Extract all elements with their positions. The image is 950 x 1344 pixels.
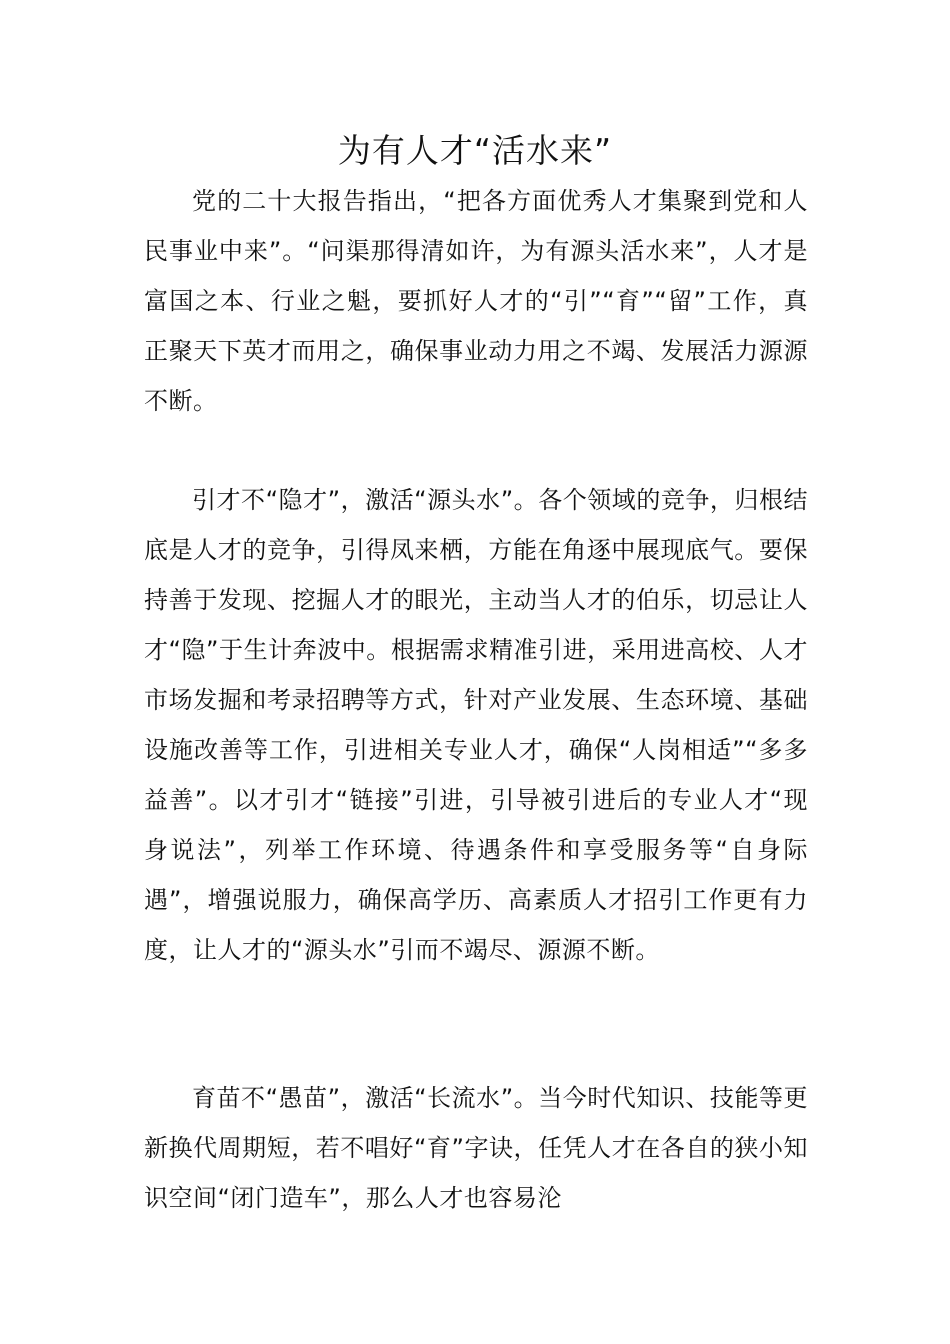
paragraph-intro: 党的二十大报告指出，“把各方面优秀人才集聚到党和人民事业中来”。“问渠那得清如许，为有源头活水来”，人才是富国之本、行业之魁，要抓好人才的“引”“育”“留”工作，真正聚天下英才而用之，确保事业动力用之不竭、发展活力源源不断。	[144, 187, 808, 415]
document-title: 为有人才“活水来”	[337, 131, 613, 170]
paragraph-cultivate-talent: 育苗不“愚苗”，激活“长流水”。当今时代知识、技能等更新换代周期短，若不唱好“育”字诀，任凭人才在各自的狭小知识空间“闭门造车”，那么人才也容易沦	[144, 1084, 808, 1212]
paragraph-attract-talent: 引才不“隐才”，激活“源头水”。各个领域的竞争，归根结底是人才的竞争，引得凤来栖，方能在角逐中展现底气。要保持善于发现、挖掘人才的眼光，主动当人才的伯乐，切忌让人才“隐”于生计奔波中。根据需求精准引进，采用进高校、人才市场发掘和考录招聘等方式，针对产业发展、生态环境、基础设施改善等工作，引进相关专业人才，确保“人岗相适”“多多益善”。以才引才“链接”引进，引导被引进后的专业人才“现身说法”，列举工作环境、待遇条件和享受服务等“自身际遇”，增强说服力，确保高学历、高素质人才招引工作更有力度，让人才的“源头水”引而不竭尽、源源不断。	[144, 486, 808, 964]
